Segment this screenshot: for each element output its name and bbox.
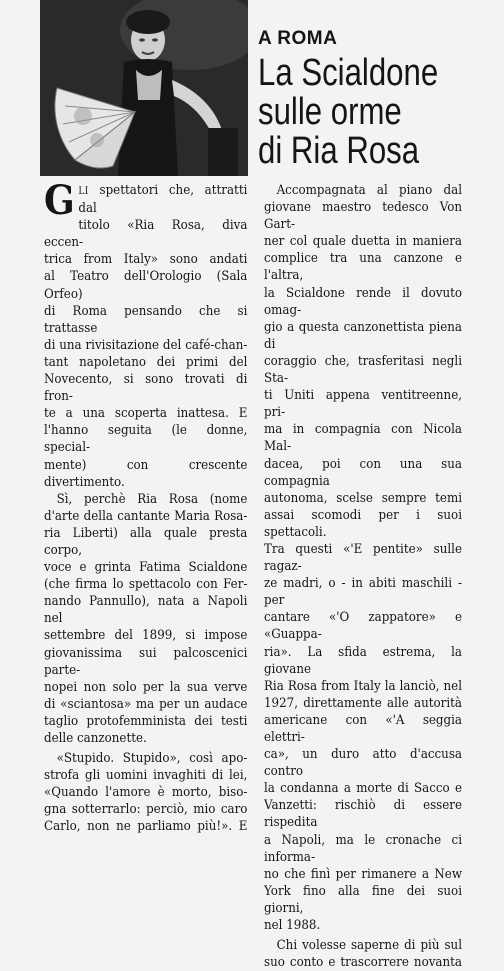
headline-line: di Ria Rosa [258,130,420,172]
text-line: ma in compagnia con Nicola Mal- [264,422,462,455]
text-line: di una rivisitazione del café-chan- [44,337,248,353]
text-line: Sì, perchè Ria Rosa (nome [56,491,248,507]
text-line: te a una scoperta inattesa. E [44,406,248,422]
text-line: ze madri, o - in abiti maschili - per [264,576,462,609]
text-line: trica from Italy» sono andati [44,252,248,268]
article-headline [258,54,438,171]
text-line: settembre del 1899, si impose [44,628,248,644]
text-line: Accompagnata al piano dal [276,183,462,198]
paragraph [44,177,248,747]
text-line: l'hanno seguita (le donne, special- [44,423,248,456]
text-line: «Quando l'amore è morto, biso- [44,785,248,801]
text-line: suo conto e trascorrere novanta [264,955,462,971]
headline-line: La Scialdone [258,52,439,94]
text-line: autonoma, scelse sempre temi [264,490,462,506]
text-line: delle canzonette. [44,731,147,746]
text-line: la Scialdone rende il dovuto omag- [264,285,462,318]
text-line: York fino alla fine dei suoi giorni, [264,883,462,916]
article-kicker: A ROMA [258,28,338,49]
text-line: gna sotterrarlo: perciò, mio caro [44,802,248,818]
text-line: ti Uniti appena ventitreenne, pri- [264,388,462,421]
text-line: strofa gli uomini invaghiti di lei, [44,768,248,784]
article-column-2 [264,182,462,971]
drop-cap: G [44,177,75,224]
text-line: «Stupido. Stupido», così apo- [56,751,248,767]
text-line: tant napoletano dei primi del [44,354,248,370]
performer-photo-illustration [40,0,248,176]
text-line: no che finì per rimanere a New [264,866,462,882]
paragraph [264,937,462,971]
text-line: Tra questi «'E pentite» sulle ragaz- [264,541,462,575]
text-line: americane con «'A seggia elettri- [264,712,462,745]
text-line: nel 1988. [264,918,321,934]
performer-photo [40,0,248,176]
lead-small-caps: LI [78,186,89,197]
text-line: d'arte della cantante Maria Rosa- [44,508,248,524]
text-line: a Napoli, ma le cronache ci informa- [264,832,462,865]
text-line: Carlo, non ne parliamo più!». E [44,819,248,835]
text-line: cantare «'O zappatore» e «Guappa- [264,610,462,643]
text-line: (che firma lo spettacolo con Fer- [44,577,248,593]
text-line: la condanna a morte di Sacco e [264,781,462,797]
text-line: ner col quale duetta in maniera [264,234,462,250]
text-line: ria». La sfida estrema, la giovane [264,644,462,677]
text-line: mente) con crescente divertimento. [44,457,248,490]
text-line: giovanissima sui palcoscenici parte- [44,645,248,678]
headline-line: sulle orme [258,91,402,133]
text-line: taglio protofemminista dei testi [44,713,248,729]
text-line: complice tra una canzone e l'altra, [264,251,462,284]
text-line: assai scomodi per i suoi spettacoli. [264,507,462,540]
text-line: Ria Rosa from Italy la lanciò, nel [264,678,462,694]
text-line: Vanzetti: rischiò di essere rispedita [264,798,462,831]
text-line: voce e grinta Fatima Scialdone [44,560,248,576]
text-line: coraggio che, trasferitasi negli Sta- [264,353,462,387]
text-line: titolo «Ria Rosa, diva eccen- [44,218,248,251]
text-line: al Teatro dell'Orologio (Sala Orfeo) [44,269,248,302]
text-line: di «sciantosa» ma per un audace [44,696,248,712]
text-line: nopei non solo per la sua verve [44,679,248,695]
text-line: ca», un duro atto d'accusa contro [264,747,462,780]
text-line: Chi volesse saperne di più sul [276,938,462,954]
text-line: dacea, poi con una sua compagnia [264,456,462,489]
paragraph [44,750,247,835]
article-column-1 [44,177,248,836]
text-line: Novecento, si sono trovati di fron- [44,372,248,405]
paragraph [264,182,462,934]
text-line: 1927, direttamente alle autorità [264,695,462,711]
text-line: gio a questa canzonettista piena di [264,319,462,352]
text-span: spettatori che, attratti dal [78,183,248,217]
text-line: ria Liberti) alla quale presta corpo, [44,525,248,558]
text-line: giovane maestro tedesco Von Gart- [264,200,462,233]
text-line: di Roma pensando che si trattasse [44,303,248,336]
text-line: nando Pannullo), nata a Napoli nel [44,594,248,627]
